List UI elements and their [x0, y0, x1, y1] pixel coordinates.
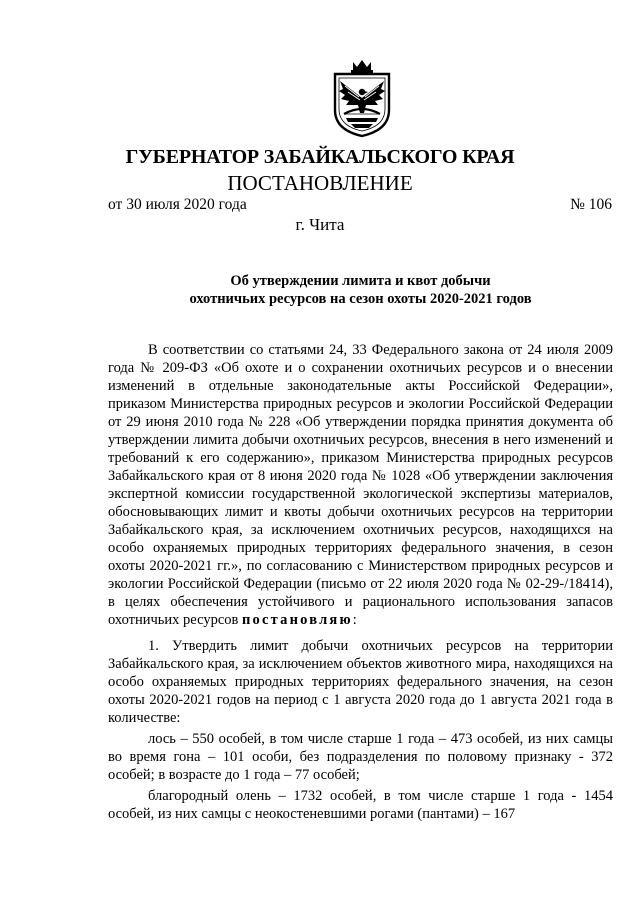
preamble-text: В соответствии со статьями 24, 33 Федерального закона от 24 июля 2009 года № 209-ФЗ «Об охоте и о сохранении охотничьих ресурсов и о внесении изменений в отдельные законодательные акты Российской Федерации», приказом Министерства природных ресурсов и экологии Российской Федерации от 29 июня 2010 года № 228 «Об утверждении порядка принятия документа об утверждении лимита добычи охотничьих ресурсов, внесения в него изменений и требований к его содержанию», приказом Министерства природных ресурсов Забайкальского края от 8 июня 2020 года № 1028 «Об утверждении заключения экспертной комиссии государственной экологической экспертизы материалов, обосновывающих лимит и квоты добычи охотничьих ресурсов на территории Забайкальского края, за исключением охотничьих ресурсов, находящихся на особо охраняемых природных территориях федерального значения, в сезон охоты 2020-2021 гг.», по согласованию с Министерством природных ресурсов и экологии Российской Федерации (письмо от 22 июля 2020 года № 02-29-/18414), в целях обеспечения устойчивого и рационального использования запасов охотничьих ресурсов [108, 342, 613, 628]
document-subject [108, 272, 613, 308]
resolve-colon: : [352, 612, 357, 628]
document-date: от 30 июля 2020 года [108, 196, 247, 213]
item-1-paragraph: 1. Утвердить лимит добычи охотничьих ресурсов на территории Забайкальского края, за исключением объектов животного мира, находящихся на особо охраняемых природных территориях федерального значения, на сезон охоты 2020-2021 годов на период с 1 августа 2020 года до 1 августа 2021 года в количестве: [108, 638, 613, 726]
issuing-authority: ГУБЕРНАТОР ЗАБАЙКАЛЬСКОГО КРАЯ [125, 146, 515, 168]
document-number: № 106 [570, 196, 612, 213]
resolve-word: постановляю [242, 612, 353, 628]
preamble-paragraph [108, 341, 613, 629]
subject-line-1: Об утверждении лимита и квот добычи [230, 273, 491, 289]
document-city: г. Чита [295, 215, 345, 234]
document-type: ПОСТАНОВЛЕНИЕ [227, 171, 413, 195]
moose-paragraph: лось – 550 особей, в том числе старше 1 года – 473 особей, из них самцы во время гона – 101 особи, без подразделения по половому признаку - 372 особей; в возрасте до 1 года – 77 особей; [108, 731, 613, 783]
coat-of-arms-icon [329, 58, 395, 138]
subject-line-2: охотничьих ресурсов на сезон охоты 2020-2021 годов [189, 291, 532, 307]
document-body [108, 341, 613, 823]
deer-paragraph: благородный олень – 1732 особей, в том числе старше 1 года - 1454 особей, из них самцы с неокостеневшими рогами (пантами) – 167 [108, 788, 613, 822]
